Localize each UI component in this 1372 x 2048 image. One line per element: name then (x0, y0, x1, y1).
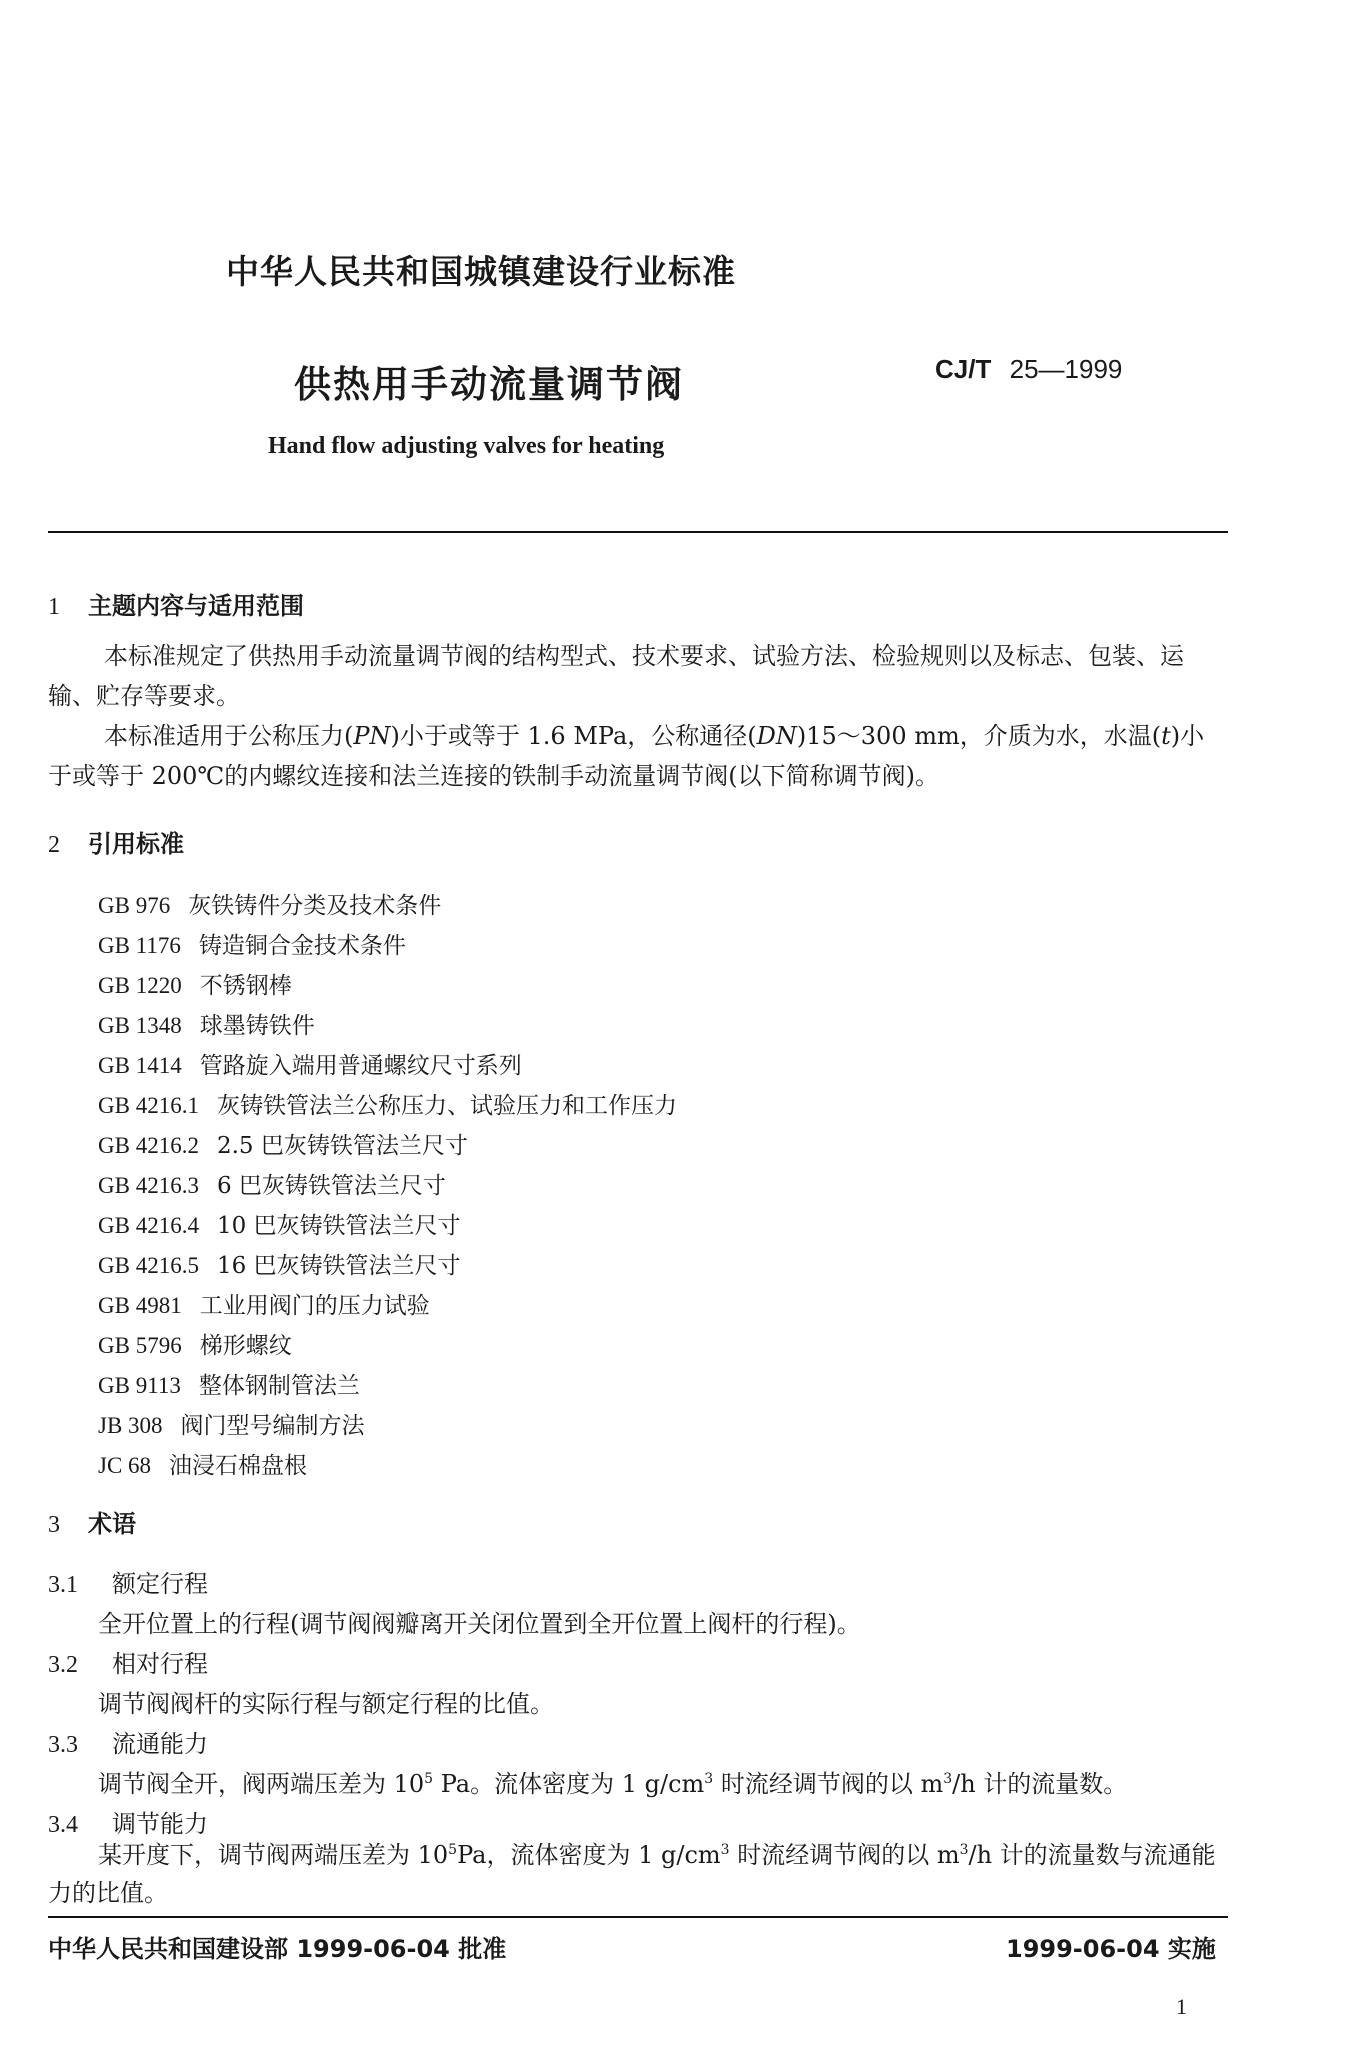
header-rule (48, 531, 1228, 533)
reference-item (98, 1446, 677, 1486)
reference-title: 梯形螺纹 (199, 1333, 292, 1359)
subsection-3-2-heading (48, 1644, 208, 1679)
section-title: 主题内容与适用范围 (88, 592, 304, 620)
approval-date: 中华人民共和国建设部 1999-06-04 批准 (48, 1935, 507, 1963)
subsection-3-3-definition (98, 1764, 1127, 1799)
reference-title: 铸造铜合金技术条件 (198, 933, 406, 959)
issuing-organization: 中华人民共和国城镇建设行业标准 (226, 252, 736, 291)
reference-title: 不锈钢棒 (199, 973, 292, 999)
superscript: 5 (448, 1842, 458, 1858)
section-3-heading (48, 1504, 136, 1539)
reference-code: JC 68 (98, 1453, 152, 1478)
subsection-3-3-heading (48, 1724, 208, 1759)
reference-item (98, 1046, 677, 1086)
reference-item (98, 1406, 677, 1446)
standard-code (935, 354, 1122, 385)
text-run: 时流经调节阀的以 m (713, 1770, 944, 1798)
reference-item (98, 1006, 677, 1046)
reference-item (98, 1246, 677, 1286)
section-1-paragraph-2 (48, 716, 1228, 796)
reference-title: 管路旋入端用普通螺纹尺寸系列 (199, 1053, 522, 1079)
subsection-number: 3.2 (48, 1652, 78, 1678)
superscript: 3 (959, 1842, 969, 1858)
reference-item (98, 1126, 677, 1166)
subsection-3-4-heading (48, 1804, 208, 1839)
reference-code: GB 1176 (98, 933, 181, 958)
text-run: )15～300 mm，介质为水，水温( (796, 722, 1162, 750)
reference-item (98, 1086, 677, 1126)
reference-item (98, 1166, 677, 1206)
subsection-title: 额定行程 (112, 1570, 208, 1598)
text-run: DN (756, 722, 797, 750)
section-2-heading (48, 824, 184, 859)
section-1-paragraph-1: 本标准规定了供热用手动流量调节阀的结构型式、技术要求、试验方法、检验规则以及标志、包装、运输、贮存等要求。 (48, 642, 1184, 710)
reference-code: GB 5796 (98, 1333, 182, 1358)
subsection-number: 3.3 (48, 1732, 78, 1758)
reference-title: 10 巴灰铸铁管法兰尺寸 (216, 1213, 461, 1239)
reference-item (98, 1286, 677, 1326)
reference-item (98, 1206, 677, 1246)
text-run: /h 计的流量数。 (952, 1770, 1128, 1798)
reference-code: GB 4981 (98, 1293, 182, 1318)
text-run: 时流经调节阀的以 m (729, 1841, 960, 1869)
section-number: 2 (48, 832, 60, 858)
reference-title: 球墨铸铁件 (199, 1013, 315, 1039)
superscript: 3 (943, 1771, 953, 1787)
subsection-3-1-heading (48, 1564, 208, 1599)
reference-code: GB 976 (98, 893, 171, 918)
text-run: PN (353, 722, 391, 750)
reference-code: GB 4216.5 (98, 1253, 199, 1278)
reference-code: GB 1220 (98, 973, 182, 998)
subsection-3-4-definition (48, 1836, 1228, 1912)
text-run: /h 计的流量数与流通能力的比值。 (48, 1841, 1216, 1907)
superscript: 5 (424, 1771, 434, 1787)
reference-code: GB 4216.4 (98, 1213, 199, 1238)
page-number: 1 (1176, 1994, 1187, 2019)
subsection-3-2-definition: 调节阀阀杆的实际行程与额定行程的比值。 (98, 1690, 554, 1718)
reference-title: 阀门型号编制方法 (180, 1413, 365, 1439)
text-run: Pa，流体密度为 1 g/cm (457, 1841, 721, 1869)
reference-code: GB 1414 (98, 1053, 182, 1078)
section-number: 1 (48, 594, 60, 620)
reference-item (98, 886, 677, 926)
reference-title: 6 巴灰铸铁管法兰尺寸 (216, 1173, 446, 1199)
reference-item (98, 1366, 677, 1406)
section-title: 引用标准 (88, 830, 184, 858)
superscript: 3 (720, 1842, 730, 1858)
text-run: 调节阀全开，阀两端压差为 10 (98, 1770, 425, 1798)
text-run: t (1161, 722, 1171, 750)
standard-code-number: 25—1999 (1009, 354, 1123, 384)
reference-title: 油浸石棉盘根 (169, 1453, 308, 1479)
section-number: 3 (48, 1512, 60, 1538)
standard-title-cn: 供热用手动流量调节阀 (294, 363, 684, 406)
reference-item (98, 966, 677, 1006)
subsection-title: 相对行程 (112, 1650, 208, 1678)
reference-code: GB 4216.2 (98, 1133, 199, 1158)
section-1-heading (48, 586, 304, 621)
section-title: 术语 (88, 1510, 136, 1538)
standard-title-en: Hand flow adjusting valves for heating (268, 433, 665, 459)
reference-code: GB 9113 (98, 1373, 181, 1398)
reference-title: 灰铁铸件分类及技术条件 (188, 893, 442, 919)
reference-item (98, 1326, 677, 1366)
text-run: )小于或等于 200℃的内螺纹连接和法兰连接的铁制手动流量调节阀(以下简称调节阀)。 (48, 722, 1205, 790)
reference-title: 整体钢制管法兰 (198, 1373, 360, 1399)
footer-rule (48, 1916, 1228, 1918)
text-run: 本标准适用于公称压力( (104, 722, 354, 750)
reference-title: 灰铸铁管法兰公称压力、试验压力和工作压力 (216, 1093, 677, 1119)
reference-title: 工业用阀门的压力试验 (199, 1293, 430, 1319)
reference-code: GB 4216.3 (98, 1173, 199, 1198)
reference-code: JB 308 (98, 1413, 163, 1438)
reference-item (98, 926, 677, 966)
subsection-title: 流通能力 (112, 1730, 208, 1758)
reference-code: GB 4216.1 (98, 1093, 199, 1118)
standard-code-prefix: CJ/T (935, 354, 992, 384)
reference-list (98, 886, 677, 1486)
text-run: )小于或等于 1.6 MPa，公称通径( (390, 722, 757, 750)
subsection-3-1-definition: 全开位置上的行程(调节阀阀瓣离开关闭位置到全开位置上阀杆的行程)。 (98, 1610, 861, 1638)
effective-date: 1999-06-04 实施 (1006, 1935, 1216, 1963)
text-run: Pa。流体密度为 1 g/cm (433, 1770, 705, 1798)
subsection-number: 3.1 (48, 1572, 78, 1598)
superscript: 3 (704, 1771, 714, 1787)
text-run: 某开度下，调节阀两端压差为 10 (98, 1841, 449, 1869)
reference-title: 16 巴灰铸铁管法兰尺寸 (216, 1253, 461, 1279)
reference-code: GB 1348 (98, 1013, 182, 1038)
subsection-title: 调节能力 (112, 1810, 208, 1838)
subsection-number: 3.4 (48, 1812, 78, 1838)
reference-title: 2.5 巴灰铸铁管法兰尺寸 (216, 1133, 468, 1159)
